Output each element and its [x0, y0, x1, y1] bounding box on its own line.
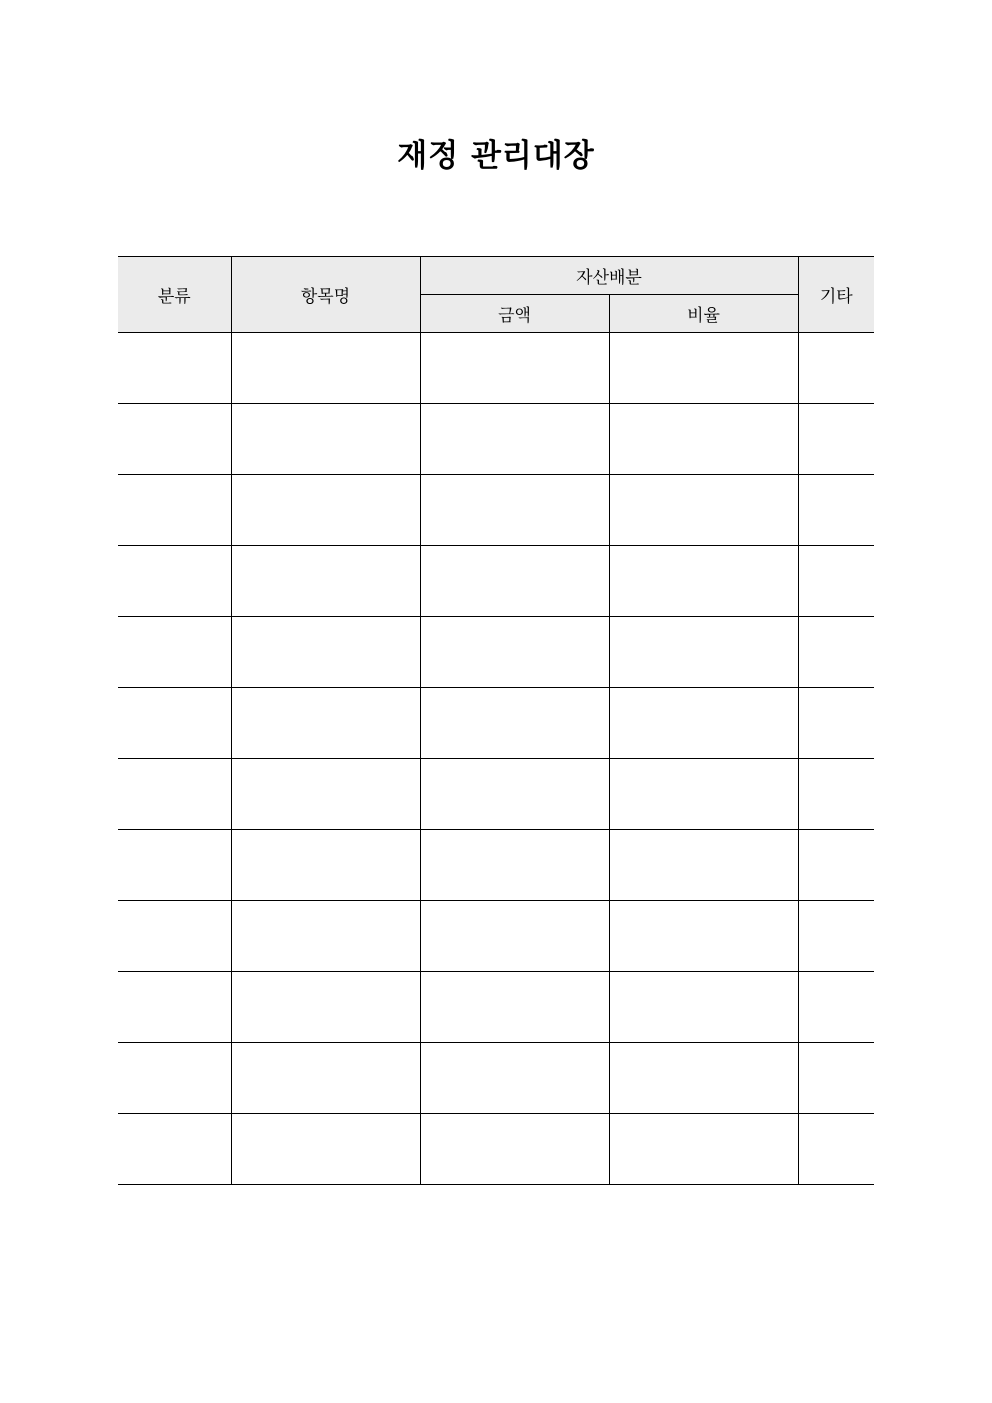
- cell-category[interactable]: [118, 759, 231, 830]
- cell-amount[interactable]: [420, 830, 609, 901]
- cell-amount[interactable]: [420, 617, 609, 688]
- cell-amount[interactable]: [420, 1114, 609, 1185]
- cell-category[interactable]: [118, 688, 231, 759]
- cell-amount[interactable]: [420, 333, 609, 404]
- cell-ratio[interactable]: [609, 901, 798, 972]
- cell-ratio[interactable]: [609, 688, 798, 759]
- cell-ratio[interactable]: [609, 404, 798, 475]
- table-row: [118, 1114, 874, 1185]
- header-amount: 금액: [420, 295, 609, 333]
- cell-ratio[interactable]: [609, 972, 798, 1043]
- cell-category[interactable]: [118, 333, 231, 404]
- cell-category[interactable]: [118, 1043, 231, 1114]
- table-row: [118, 404, 874, 475]
- ledger-body: [118, 333, 874, 1185]
- cell-item-name[interactable]: [231, 1043, 420, 1114]
- cell-other[interactable]: [798, 333, 874, 404]
- table-row: [118, 1043, 874, 1114]
- cell-other[interactable]: [798, 617, 874, 688]
- cell-other[interactable]: [798, 901, 874, 972]
- cell-item-name[interactable]: [231, 901, 420, 972]
- cell-item-name[interactable]: [231, 830, 420, 901]
- cell-ratio[interactable]: [609, 1043, 798, 1114]
- table-row: [118, 475, 874, 546]
- cell-other[interactable]: [798, 972, 874, 1043]
- cell-ratio[interactable]: [609, 333, 798, 404]
- cell-other[interactable]: [798, 404, 874, 475]
- cell-category[interactable]: [118, 1114, 231, 1185]
- cell-amount[interactable]: [420, 1043, 609, 1114]
- cell-amount[interactable]: [420, 901, 609, 972]
- cell-other[interactable]: [798, 759, 874, 830]
- cell-item-name[interactable]: [231, 617, 420, 688]
- table-row: [118, 972, 874, 1043]
- cell-category[interactable]: [118, 404, 231, 475]
- cell-item-name[interactable]: [231, 546, 420, 617]
- table-row: [118, 617, 874, 688]
- table-row: [118, 830, 874, 901]
- cell-ratio[interactable]: [609, 759, 798, 830]
- finance-ledger-table: [118, 256, 874, 1185]
- cell-item-name[interactable]: [231, 475, 420, 546]
- cell-other[interactable]: [798, 688, 874, 759]
- cell-amount[interactable]: [420, 972, 609, 1043]
- table-row: [118, 759, 874, 830]
- table-row: [118, 688, 874, 759]
- header-item-name: 항목명: [231, 257, 420, 333]
- cell-category[interactable]: [118, 617, 231, 688]
- cell-category[interactable]: [118, 972, 231, 1043]
- cell-category[interactable]: [118, 901, 231, 972]
- cell-other[interactable]: [798, 1114, 874, 1185]
- cell-other[interactable]: [798, 546, 874, 617]
- cell-category[interactable]: [118, 475, 231, 546]
- cell-ratio[interactable]: [609, 475, 798, 546]
- cell-ratio[interactable]: [609, 1114, 798, 1185]
- table-row: [118, 901, 874, 972]
- cell-amount[interactable]: [420, 759, 609, 830]
- table-row: [118, 333, 874, 404]
- cell-item-name[interactable]: [231, 972, 420, 1043]
- cell-ratio[interactable]: [609, 830, 798, 901]
- cell-category[interactable]: [118, 546, 231, 617]
- cell-other[interactable]: [798, 1043, 874, 1114]
- header-ratio: 비율: [609, 295, 798, 333]
- cell-category[interactable]: [118, 830, 231, 901]
- cell-amount[interactable]: [420, 404, 609, 475]
- cell-amount[interactable]: [420, 475, 609, 546]
- header-category: 분류: [118, 257, 231, 333]
- header-other: 기타: [798, 257, 874, 333]
- cell-item-name[interactable]: [231, 404, 420, 475]
- cell-amount[interactable]: [420, 688, 609, 759]
- header-asset-allocation: 자산배분: [420, 257, 798, 295]
- page-title: 재정 관리대장: [397, 138, 595, 174]
- table-row: [118, 546, 874, 617]
- cell-ratio[interactable]: [609, 617, 798, 688]
- cell-other[interactable]: [798, 475, 874, 546]
- cell-item-name[interactable]: [231, 333, 420, 404]
- cell-ratio[interactable]: [609, 546, 798, 617]
- cell-item-name[interactable]: [231, 1114, 420, 1185]
- cell-item-name[interactable]: [231, 688, 420, 759]
- cell-item-name[interactable]: [231, 759, 420, 830]
- cell-other[interactable]: [798, 830, 874, 901]
- cell-amount[interactable]: [420, 546, 609, 617]
